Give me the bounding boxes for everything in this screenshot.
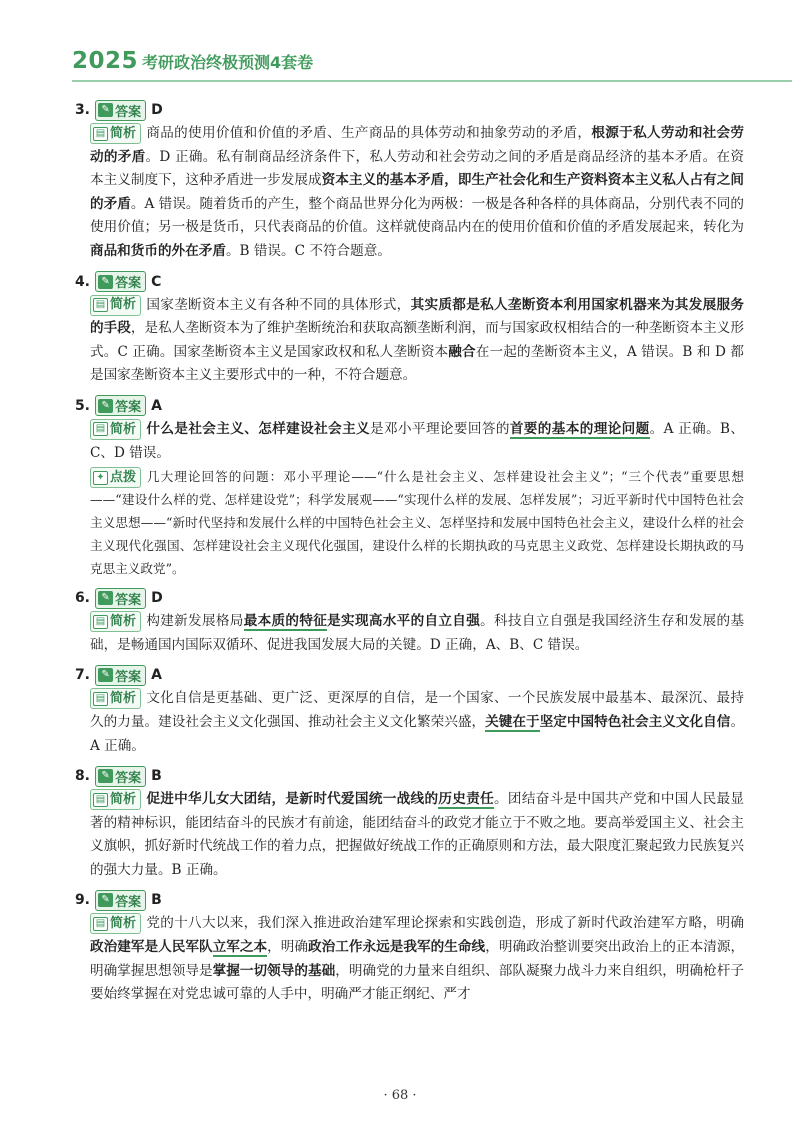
answer-label: 答案 bbox=[115, 669, 142, 685]
analysis-paragraph bbox=[90, 788, 744, 882]
analysis-text: 。团结奋斗是中国共产党和中国人民最显著的精神标识，能团结奋斗的民族才有前途，能团结奋斗的政党才能立于不败之地。要高举爱国主义、社会主义旗帜，抓好新时代统战工作的着力点，把握做好统战工作的正确原则和方法，最大限度汇聚起致力民族复兴的强大力量。B 正确。 bbox=[90, 791, 745, 878]
answer-tag bbox=[95, 100, 146, 121]
page-number: · 68 · bbox=[383, 1088, 417, 1103]
answer-label: 答案 bbox=[115, 104, 142, 120]
answer-tag bbox=[95, 665, 146, 686]
emphasis-text: 根源于私人劳动和社会劳动的矛盾 bbox=[90, 125, 745, 165]
analysis-label: 简析 bbox=[110, 916, 137, 932]
answer-label: 答案 bbox=[115, 276, 142, 292]
analysis-text: ，明确 bbox=[267, 939, 309, 956]
analysis-paragraph bbox=[90, 687, 744, 758]
emphasis-text: 商品和货币的外在矛盾 bbox=[90, 242, 226, 259]
analysis-tag bbox=[90, 913, 141, 934]
answer-letter: C bbox=[151, 273, 162, 290]
analysis-icon: ▤ bbox=[93, 793, 108, 807]
analysis-label: 简析 bbox=[110, 125, 137, 141]
header-year: 2025 bbox=[72, 48, 139, 74]
analysis-text: 党的十八大以来，我们深入推进政治建军理论探索和实践创造，形成了新时代政治建军方略，明确 bbox=[146, 915, 744, 932]
emphasis-text: 政治工作永远是我军的生命线 bbox=[308, 939, 486, 956]
answer-label: 答案 bbox=[115, 770, 142, 786]
emphasis-text: 掌握一切领导的基础 bbox=[212, 962, 336, 979]
answer-row bbox=[72, 764, 744, 788]
emphasis-text: 是实现高水平的自立自强 bbox=[327, 613, 481, 630]
emphasis-text: 历史责任 bbox=[438, 791, 495, 808]
answer-row bbox=[72, 888, 744, 912]
emphasis-text: 什么是社会主义、怎样建设社会主义 bbox=[146, 420, 371, 437]
analysis-icon: ▤ bbox=[93, 692, 108, 706]
analysis-tag bbox=[90, 611, 141, 632]
analysis-text: 在一起的垄断资本主义，A 错误。B 和 D 都是国家垄断资本主义主要形式中的一种，不符合题意。 bbox=[90, 343, 744, 384]
tip-label: 点拨 bbox=[110, 470, 137, 486]
question-number: 4. bbox=[74, 273, 90, 290]
analysis-text: 。D 正确。私有制商品经济条件下，私人劳动和社会劳动之间的矛盾是商品经济的基本矛盾。在资本主义制度下，这种矛盾进一步发展成 bbox=[90, 148, 744, 189]
analysis-text: ，是私人垄断资本为了维护垄断统治和获取高额垄断利润，而与国家政权相结合的一种垄断资本主义形式。C 正确。国家垄断资本主义是国家政权和私人垄断资本 bbox=[90, 320, 745, 360]
answer-icon: ✎ bbox=[98, 893, 113, 907]
emphasis-text: 关键在于 bbox=[485, 713, 540, 730]
answer-content bbox=[72, 92, 744, 1007]
analysis-icon: ▤ bbox=[93, 422, 108, 436]
answer-tag bbox=[95, 890, 146, 911]
answer-letter: B bbox=[151, 892, 162, 909]
emphasis-text: 其实质都是私人垄断资本利用国家机器来为其发展服务的手段 bbox=[90, 296, 745, 337]
answer-icon: ✎ bbox=[98, 399, 113, 413]
answer-icon: ✎ bbox=[98, 668, 113, 682]
question-number: 5. bbox=[74, 397, 90, 414]
analysis-icon: ▤ bbox=[93, 615, 108, 629]
analysis-text: 。A 错误。随着货币的产生，整个商品世界分化为两极：一极是各种各样的具体商品，分别代表不同的使用价值；另一极是货币，只代表商品的价值。这样就使商品内在的使用价值和价值的矛盾发展起来，转化为 bbox=[90, 195, 744, 236]
answer-row bbox=[72, 586, 744, 610]
header-title: 考研政治终极预测4套卷 bbox=[142, 52, 314, 72]
emphasis-text: 政治建军是人民军队 bbox=[90, 939, 213, 956]
answer-letter: B bbox=[151, 768, 162, 785]
answer-row bbox=[72, 394, 744, 418]
analysis-tag bbox=[90, 688, 141, 709]
analysis-icon: ▤ bbox=[93, 298, 108, 312]
analysis-text: 国家垄断资本主义有各种不同的具体形式， bbox=[146, 296, 411, 313]
analysis-text: ，明确政治整训要突出政治上的正本清源，明确掌握思想领导是 bbox=[90, 939, 745, 979]
analysis-label: 简析 bbox=[110, 791, 137, 807]
analysis-icon: ▤ bbox=[93, 127, 108, 141]
analysis-label: 简析 bbox=[110, 691, 137, 707]
question-number: 7. bbox=[74, 667, 90, 684]
analysis-paragraph bbox=[90, 294, 744, 388]
answer-row bbox=[72, 270, 744, 294]
answer-tag bbox=[95, 271, 146, 292]
answer-letter: A bbox=[151, 667, 162, 684]
answer-tag bbox=[95, 588, 146, 609]
analysis-paragraph bbox=[90, 418, 744, 465]
analysis-paragraph bbox=[90, 610, 744, 657]
emphasis-text: 坚定中国特色社会主义文化自信 bbox=[539, 713, 731, 730]
tip-icon: ✦ bbox=[93, 471, 108, 485]
tip-tag bbox=[90, 467, 141, 488]
analysis-label: 简析 bbox=[110, 297, 137, 313]
analysis-icon: ▤ bbox=[93, 917, 108, 931]
answer-label: 答案 bbox=[115, 400, 142, 416]
page-header bbox=[72, 46, 772, 76]
analysis-text: 。B 错误。C 不符合题意。 bbox=[225, 242, 391, 259]
answer-label: 答案 bbox=[115, 592, 142, 608]
analysis-text: 。A 正确。 bbox=[90, 713, 745, 754]
analysis-label: 简析 bbox=[110, 613, 137, 629]
tip-paragraph bbox=[90, 465, 744, 580]
question-number: 8. bbox=[74, 768, 90, 785]
answer-letter: A bbox=[151, 397, 162, 414]
question-number: 6. bbox=[74, 590, 90, 607]
answer-row bbox=[72, 663, 744, 687]
analysis-tag bbox=[90, 123, 141, 144]
emphasis-text: 资本主义的基本矛盾，即生产社会化和生产资料资本主义私人占有之间的矛盾 bbox=[90, 172, 745, 212]
analysis-text: 文化自信是更基础、更广泛、更深厚的自信，是一个国家、一个民族发展中最基本、最深沉、最持久的力量。建设社会主义文化强国、推动社会主义文化繁荣兴盛， bbox=[90, 690, 744, 730]
analysis-paragraph bbox=[90, 912, 744, 1006]
answer-tag bbox=[95, 766, 146, 787]
analysis-text: 。科技自立自强是我国经济生存和发展的基础，是畅通国内国际双循环、促进我国发展大局的关键。D 正确，A、B、C 错误。 bbox=[90, 613, 745, 653]
answer-letter: D bbox=[151, 590, 163, 607]
answer-row bbox=[72, 98, 744, 122]
answer-icon: ✎ bbox=[98, 591, 113, 605]
emphasis-text: 融合 bbox=[448, 343, 476, 360]
tip-text: 几大理论回答的问题：邓小平理论——“什么是社会主义、怎样建设社会主义”；“三个代表”重要思想——“建设什么样的党、怎样建设党”；科学发展观——“实现什么样的发展、怎样发展”；习近平新时代中国特色社会主义思想——“新时代坚持和发展什么样的中国特色社会主义、怎样坚持和发展中国特色社会主义，建设什么样的社会主义现代化强国、怎样建设社会主义现代化强国，建设什么样的长期执政的马克思主义政党、怎样建设长期执政的马克思主义政党”。 bbox=[90, 469, 744, 577]
answer-icon: ✎ bbox=[98, 275, 113, 289]
analysis-text: 构建新发展格局 bbox=[146, 613, 244, 630]
answer-letter: D bbox=[151, 102, 163, 118]
analysis-text: 商品的使用价值和价值的矛盾、生产商品的具体劳动和抽象劳动的矛盾， bbox=[146, 125, 592, 141]
answer-icon: ✎ bbox=[98, 769, 113, 783]
header-divider bbox=[72, 80, 792, 82]
analysis-text: ，明确党的力量来自组织、部队凝聚力战斗力来自组织，明确枪杆子要始终掌握在对党忠诚可靠的人手中，明确严才能正纲纪、严才 bbox=[90, 962, 745, 1003]
answer-tag bbox=[95, 395, 146, 416]
analysis-tag bbox=[90, 419, 141, 440]
question-number: 9. bbox=[74, 892, 90, 909]
analysis-tag bbox=[90, 295, 141, 316]
emphasis-text: 促进中华儿女大团结，是新时代爱国统一战线的 bbox=[146, 791, 439, 808]
analysis-label: 简析 bbox=[110, 421, 137, 437]
analysis-text: 是邓小平理论要回答的 bbox=[370, 420, 510, 437]
emphasis-text: 首要的基本的理论问题 bbox=[509, 420, 650, 437]
answer-icon: ✎ bbox=[98, 103, 113, 117]
analysis-paragraph bbox=[90, 122, 744, 264]
analysis-text: 。A 正确。B、C、D 错误。 bbox=[90, 420, 745, 461]
emphasis-text: 立军之本 bbox=[212, 939, 268, 956]
question-number: 3. bbox=[74, 102, 90, 118]
analysis-tag bbox=[90, 789, 141, 810]
answer-label: 答案 bbox=[115, 894, 142, 910]
emphasis-text: 最本质的特征 bbox=[243, 613, 328, 630]
